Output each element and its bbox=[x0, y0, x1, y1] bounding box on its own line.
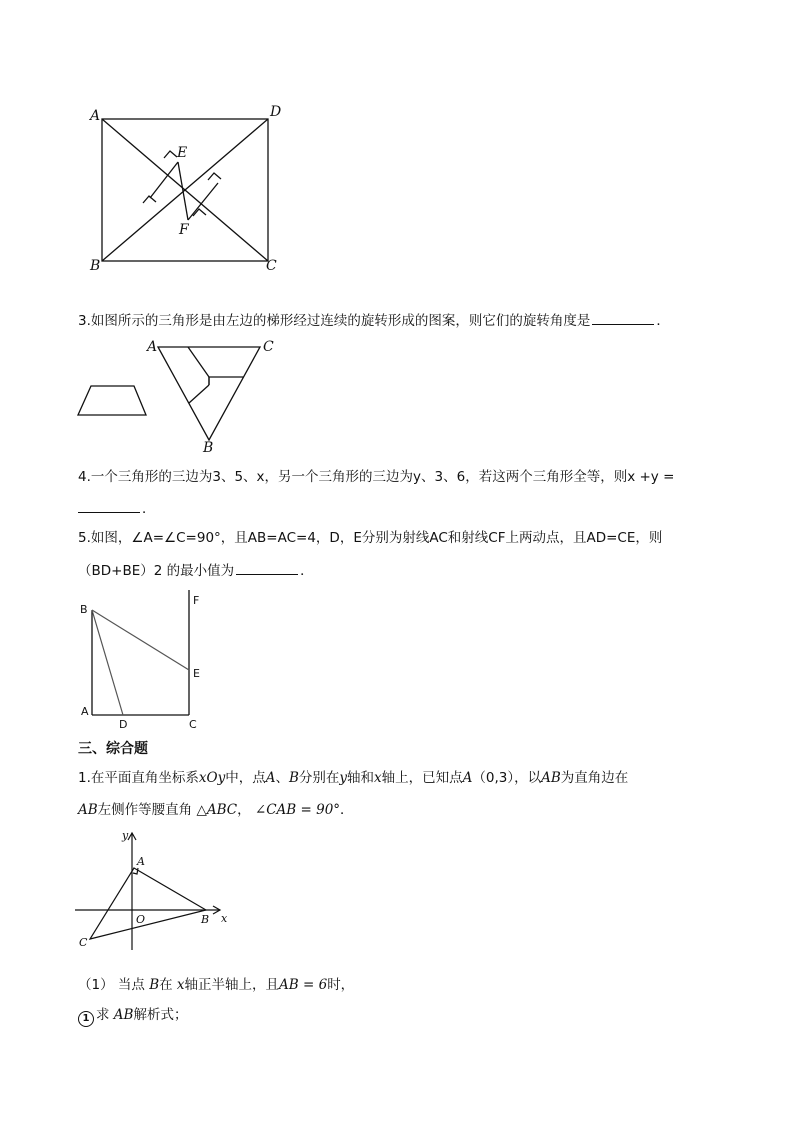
answer-blank-q3[interactable] bbox=[592, 310, 654, 325]
label-B: B bbox=[80, 603, 88, 616]
problem-1-line2: AB左侧作等腰直角 △ABC， ∠CAB = 90°． bbox=[78, 802, 354, 818]
label-x: x bbox=[221, 912, 228, 925]
label-A: A bbox=[147, 339, 158, 355]
question-4-line1: 4.一个三角形的三边为3、5、x，另一个三角形的三边为y、3、6，若这两个三角形全等，则x +y = bbox=[78, 469, 675, 485]
label-E: E bbox=[193, 667, 200, 680]
figure-q5 bbox=[75, 585, 215, 730]
label-O: O bbox=[136, 913, 146, 926]
label-A: A bbox=[81, 705, 89, 718]
label-C: C bbox=[263, 339, 274, 355]
label-B: B bbox=[201, 913, 210, 926]
label-D: D bbox=[270, 104, 282, 120]
label-E: E bbox=[177, 145, 188, 161]
question-5-line2: （BD+BE）2 的最小值为 ． bbox=[78, 560, 314, 581]
section-heading: 三、综合题 bbox=[78, 741, 148, 757]
figure-rectangle-diagonals bbox=[80, 100, 290, 280]
question-4-line2: ． bbox=[78, 498, 156, 519]
label-C: C bbox=[79, 936, 88, 949]
label-D: D bbox=[119, 718, 128, 730]
label-F: F bbox=[179, 222, 189, 238]
label-B: B bbox=[203, 440, 214, 456]
label-y: y bbox=[122, 829, 129, 842]
answer-blank-q4[interactable] bbox=[78, 498, 140, 513]
figure-coordinate-plane bbox=[70, 825, 245, 955]
question-5-line1: 5.如图，∠A=∠C=90°，且AB=AC=4，D，E分别为射线AC和射线CF上两动点，且AD=CE，则 bbox=[78, 530, 663, 546]
problem-1-sub1: （1） 当点 B在 x轴正半轴上，且AB = 6时， bbox=[78, 977, 355, 993]
circled-number: 1 bbox=[78, 1011, 94, 1027]
question-3-text: 3.如图所示的三角形是由左边的梯形经过连续的旋转形成的图案，则它们的旋转角度是 bbox=[78, 313, 591, 329]
problem-1-line1: 1.在平面直角坐标系xOy中，点A、B分别在y轴和x轴上，已知点A（0,3），以AB为直角边在 bbox=[78, 770, 629, 786]
question-3: 3.如图所示的三角形是由左边的梯形经过连续的旋转形成的图案，则它们的旋转角度是 ． bbox=[78, 310, 670, 331]
label-B: B bbox=[90, 258, 101, 274]
label-A: A bbox=[137, 855, 145, 868]
label-A: A bbox=[90, 108, 101, 124]
figure-trapezoid-triangle bbox=[70, 335, 300, 460]
answer-blank-q5[interactable] bbox=[236, 560, 298, 575]
label-C: C bbox=[189, 718, 197, 730]
problem-1-sub2: 1 求 AB解析式； bbox=[78, 1005, 187, 1027]
label-F: F bbox=[193, 594, 200, 607]
label-C: C bbox=[266, 258, 277, 274]
